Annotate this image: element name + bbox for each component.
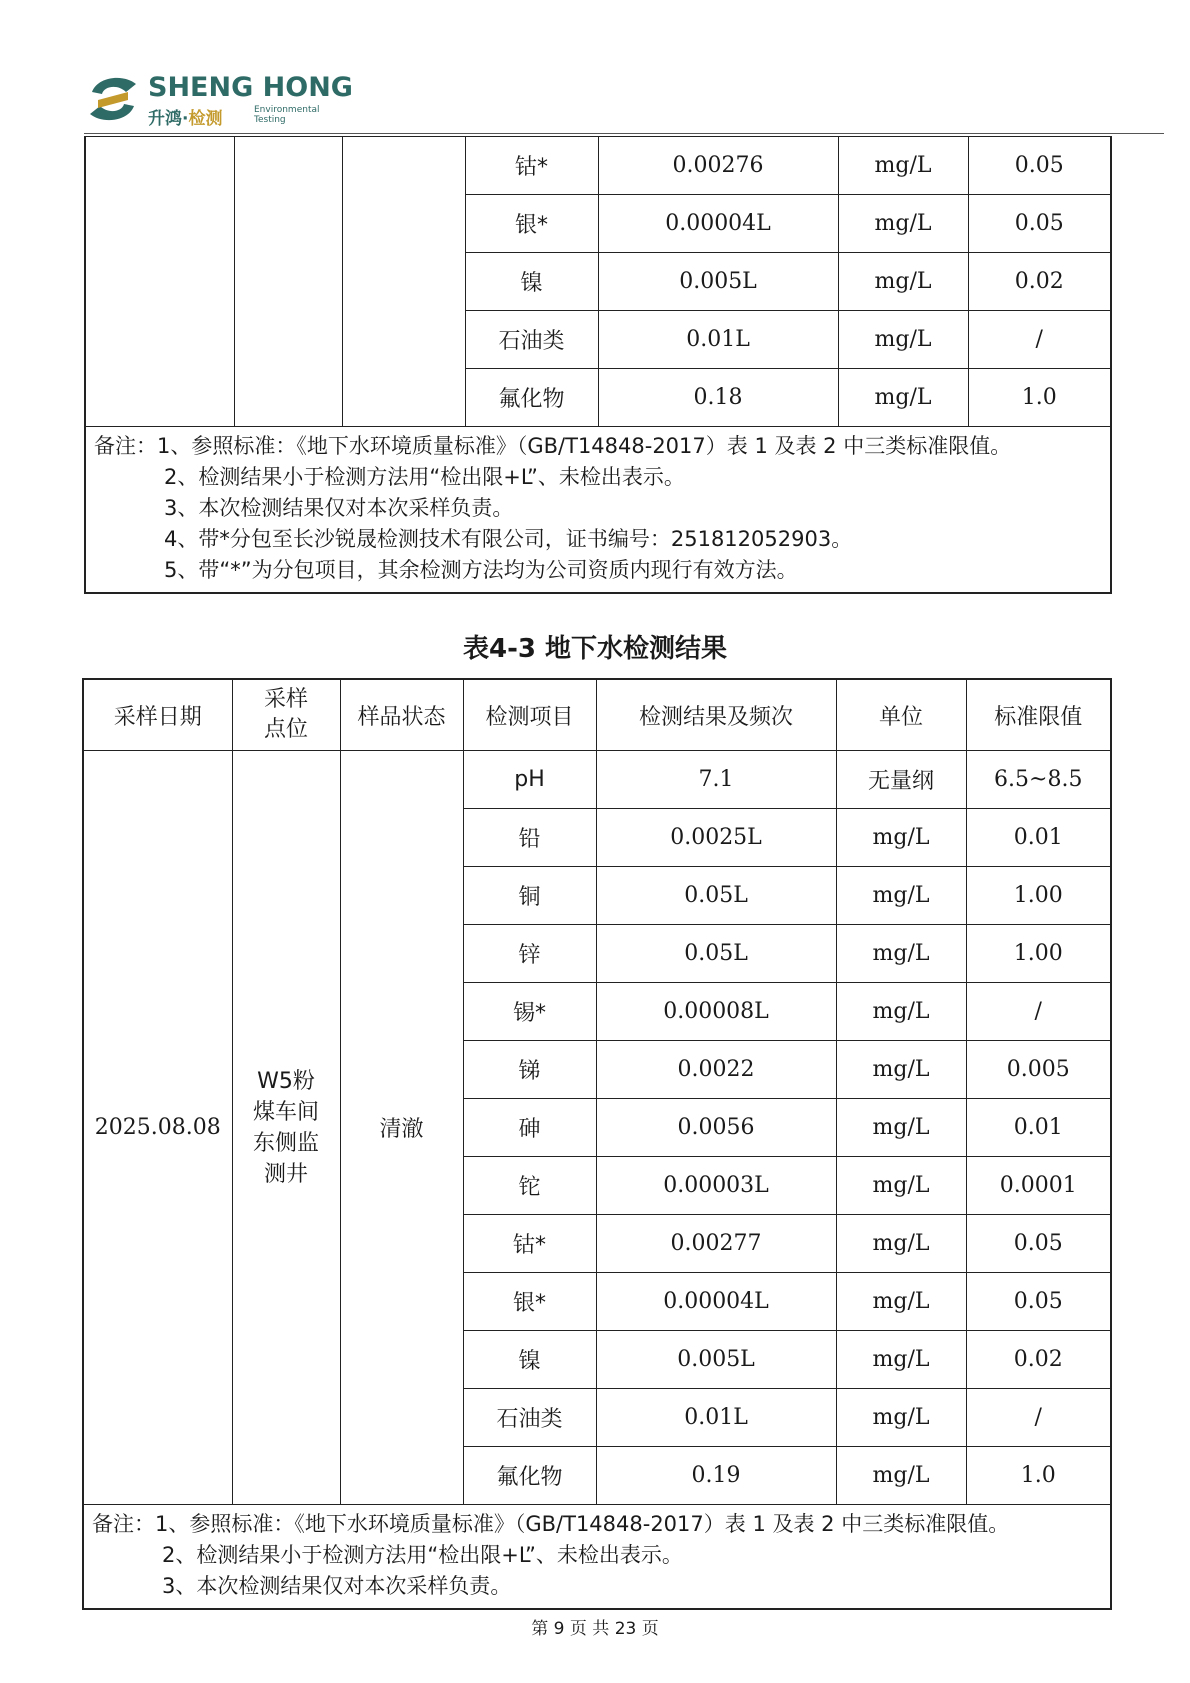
limit-cell: 0.05	[966, 1215, 1111, 1273]
result-cell: 0.00004L	[598, 195, 838, 253]
table-caption: 表4-3 地下水检测结果	[462, 634, 728, 664]
result-cell: 0.00276	[598, 137, 838, 195]
logo-en-2: Testing	[254, 115, 286, 125]
limit-cell: 0.02	[966, 1331, 1111, 1389]
unit-cell: mg/L	[836, 1041, 966, 1099]
item-cell: 钴*	[465, 137, 598, 195]
unit-cell: mg/L	[836, 809, 966, 867]
limit-cell: 0.05	[968, 137, 1111, 195]
item-cell: 镍	[465, 253, 598, 311]
limit-cell: 1.0	[966, 1447, 1111, 1505]
logo-cn-text	[148, 104, 222, 129]
table-row	[83, 751, 1111, 809]
date-cell-empty	[85, 137, 234, 427]
limit-cell: 0.05	[966, 1273, 1111, 1331]
note-line: 5、带“*”为分包项目，其余检测方法均为公司资质内现行有效方法。	[164, 558, 798, 582]
unit-cell: mg/L	[836, 983, 966, 1041]
unit-cell: mg/L	[836, 1215, 966, 1273]
limit-cell: 0.01	[966, 1099, 1111, 1157]
header-state: 样品状态	[340, 679, 463, 751]
header-date: 采样日期	[83, 679, 232, 751]
result-cell: 0.01L	[598, 311, 838, 369]
unit-cell: mg/L	[836, 867, 966, 925]
item-cell: 氟化物	[463, 1447, 596, 1505]
unit-cell: mg/L	[838, 311, 968, 369]
logo-cn-a: 升鸿·	[148, 109, 189, 129]
company-logo	[84, 70, 353, 130]
result-cell: 0.0022	[596, 1041, 836, 1099]
unit-cell: mg/L	[836, 925, 966, 983]
limit-cell: 1.00	[966, 867, 1111, 925]
note-line: 3、本次检测结果仅对本次采样负责。	[162, 1574, 512, 1598]
item-cell: 石油类	[463, 1389, 596, 1447]
limit-cell: 0.02	[968, 253, 1111, 311]
limit-cell: /	[966, 983, 1111, 1041]
result-cell: 0.00003L	[596, 1157, 836, 1215]
notes-row	[83, 1505, 1111, 1610]
note-line: 4、带*分包至长沙锐晟检测技术有限公司，证书编号：251812052903。	[164, 527, 853, 551]
unit-cell: mg/L	[838, 253, 968, 311]
unit-cell: mg/L	[836, 1331, 966, 1389]
result-cell: 0.00004L	[596, 1273, 836, 1331]
results-table-continued	[84, 136, 1112, 594]
unit-cell: mg/L	[836, 1389, 966, 1447]
item-cell: 氟化物	[465, 369, 598, 427]
logo-cn-b: 检测	[188, 109, 223, 129]
item-cell: 石油类	[465, 311, 598, 369]
result-cell: 0.00277	[596, 1215, 836, 1273]
notes-cell	[85, 427, 1111, 594]
header-result: 检测结果及频次	[596, 679, 836, 751]
item-cell: 铊	[463, 1157, 596, 1215]
item-cell: pH	[463, 751, 596, 809]
sample-state-cell: 清澈	[340, 751, 463, 1505]
result-cell: 0.05L	[596, 867, 836, 925]
result-cell: 0.005L	[596, 1331, 836, 1389]
logo-mark-icon	[84, 70, 142, 128]
table-row	[85, 137, 1111, 195]
note-line: 2、检测结果小于检测方法用“检出限+L”、未检出表示。	[164, 465, 685, 489]
unit-cell: mg/L	[838, 137, 968, 195]
result-cell: 0.05L	[596, 925, 836, 983]
unit-cell: 无量纲	[836, 751, 966, 809]
limit-cell: /	[968, 311, 1111, 369]
unit-cell: mg/L	[836, 1099, 966, 1157]
logo-brand-text: SHENG HONG	[148, 72, 353, 103]
page-number: 第 9 页 共 23 页	[531, 1619, 659, 1639]
note-line: 2、检测结果小于检测方法用“检出限+L”、未检出表示。	[162, 1543, 683, 1567]
header-rule	[84, 133, 1164, 134]
result-cell: 0.18	[598, 369, 838, 427]
logo-en-1: Environmental	[254, 105, 320, 115]
item-cell: 铅	[463, 809, 596, 867]
header-unit: 单位	[836, 679, 966, 751]
logo-en-text	[254, 105, 319, 125]
notes-row	[85, 427, 1111, 594]
results-table-4-3	[82, 678, 1112, 1610]
item-cell: 锡*	[463, 983, 596, 1041]
limit-cell: 6.5~8.5	[966, 751, 1111, 809]
result-cell: 0.005L	[598, 253, 838, 311]
unit-cell: mg/L	[836, 1273, 966, 1331]
header-point-line: 采样	[263, 687, 308, 712]
item-cell: 锑	[463, 1041, 596, 1099]
item-cell: 铜	[463, 867, 596, 925]
sampling-date-cell: 2025.08.08	[83, 751, 232, 1505]
header-limit: 标准限值	[966, 679, 1111, 751]
note-line: 备注：1、参照标准：《地下水环境质量标准》（GB/T14848-2017）表 1 及表 2 中三类标准限值。	[92, 1512, 1010, 1536]
state-cell-empty	[342, 137, 465, 427]
header-point	[232, 679, 340, 751]
unit-cell: mg/L	[836, 1157, 966, 1215]
note-line: 备注：1、参照标准：《地下水环境质量标准》（GB/T14848-2017）表 1 及表 2 中三类标准限值。	[94, 434, 1012, 458]
header-item: 检测项目	[463, 679, 596, 751]
sampling-point-cell: W5粉煤车间东侧监测井	[232, 751, 340, 1505]
unit-cell: mg/L	[838, 369, 968, 427]
result-cell: 0.01L	[596, 1389, 836, 1447]
notes-cell	[83, 1505, 1111, 1610]
result-cell: 0.0056	[596, 1099, 836, 1157]
header-row	[83, 679, 1111, 751]
item-cell: 银*	[463, 1273, 596, 1331]
item-cell: 砷	[463, 1099, 596, 1157]
item-cell: 钴*	[463, 1215, 596, 1273]
limit-cell: 0.005	[966, 1041, 1111, 1099]
limit-cell: 0.01	[966, 809, 1111, 867]
limit-cell: 0.0001	[966, 1157, 1111, 1215]
limit-cell: 1.00	[966, 925, 1111, 983]
item-cell: 银*	[465, 195, 598, 253]
header-point-line: 点位	[263, 717, 308, 742]
result-cell: 7.1	[596, 751, 836, 809]
result-cell: 0.19	[596, 1447, 836, 1505]
limit-cell: 0.05	[968, 195, 1111, 253]
limit-cell: 1.0	[968, 369, 1111, 427]
note-line: 3、本次检测结果仅对本次采样负责。	[164, 496, 514, 520]
limit-cell: /	[966, 1389, 1111, 1447]
unit-cell: mg/L	[836, 1447, 966, 1505]
item-cell: 镍	[463, 1331, 596, 1389]
result-cell: 0.0025L	[596, 809, 836, 867]
item-cell: 锌	[463, 925, 596, 983]
point-cell-empty	[234, 137, 342, 427]
unit-cell: mg/L	[838, 195, 968, 253]
result-cell: 0.00008L	[596, 983, 836, 1041]
